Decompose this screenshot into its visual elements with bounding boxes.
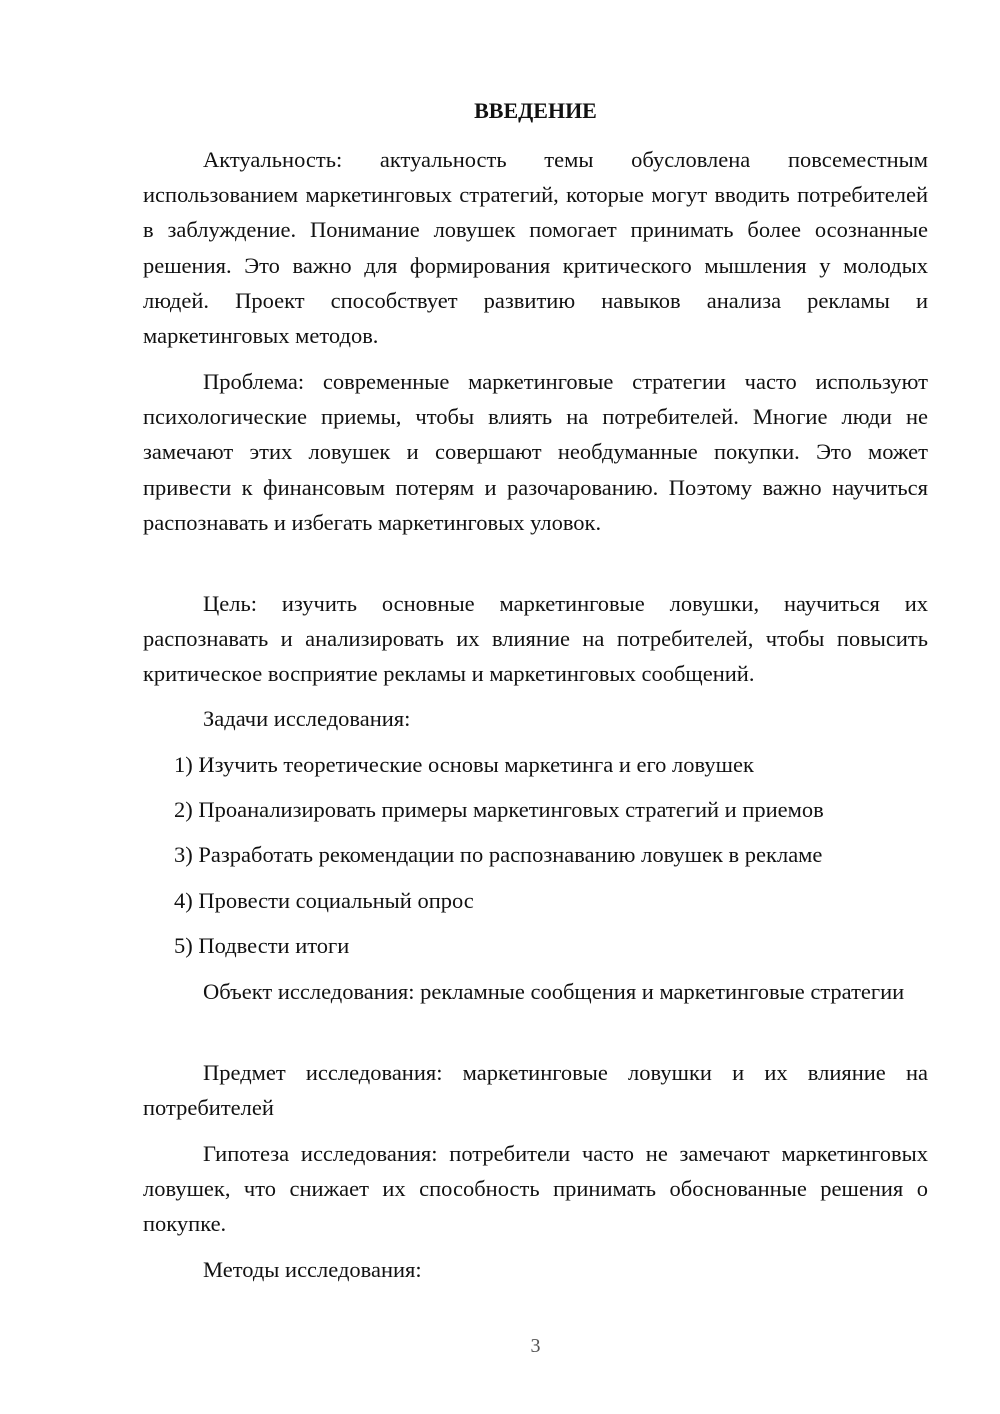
relevance-paragraph: Актуальность: актуальность темы обусловлена повсеместным использованием маркетинговых стратегий, которые могут вводить потребителей в заблуждение. Понимание ловушек помогает принимать более осознанные решения. Это важно для формирования критического мышления у молодых людей. Проект способствует развитию навыков анализа рекламы и маркетинговых методов. <box>143 147 928 349</box>
object-paragraph: Объект исследования: рекламные сообщения и маркетинговые стратегии <box>203 979 905 1004</box>
document-title: ВВЕДЕНИЕ <box>474 98 597 123</box>
methods-heading: Методы исследования: <box>203 1257 422 1282</box>
problem-paragraph: Проблема: современные маркетинговые стратегии часто используют психологические приемы, чтобы влиять на потребителей. Многие люди не замечают этих ловушек и совершают необдуманные покупки. Это может привести к финансовым потерям и разочарованию. Поэтому важно научиться распознавать и избегать маркетинговых уловок. <box>143 369 928 535</box>
task-list-item: 2) Проанализировать примеры маркетинговых стратегий и приемов <box>174 797 824 822</box>
tasks-heading: Задачи исследования: <box>203 706 411 731</box>
task-list-item: 3) Разработать рекомендации по распознаванию ловушек в рекламе <box>174 842 823 867</box>
goal-paragraph: Цель: изучить основные маркетинговые ловушки, научиться их распознавать и анализировать их влияние на потребителей, чтобы повысить критическое восприятие рекламы и маркетинговых сообщений. <box>143 591 928 687</box>
task-list-item: 1) Изучить теоретические основы маркетинга и его ловушек <box>174 752 754 777</box>
hypothesis-paragraph: Гипотеза исследования: потребители часто не замечают маркетинговых ловушек, что снижает их способность принимать обоснованные решения о покупке. <box>143 1141 928 1237</box>
subject-paragraph: Предмет исследования: маркетинговые ловушки и их влияние на потребителей <box>143 1060 928 1121</box>
page-number: 3 <box>530 1335 541 1357</box>
task-list-item: 5) Подвести итоги <box>174 933 350 958</box>
task-list-item: 4) Провести социальный опрос <box>174 888 474 913</box>
